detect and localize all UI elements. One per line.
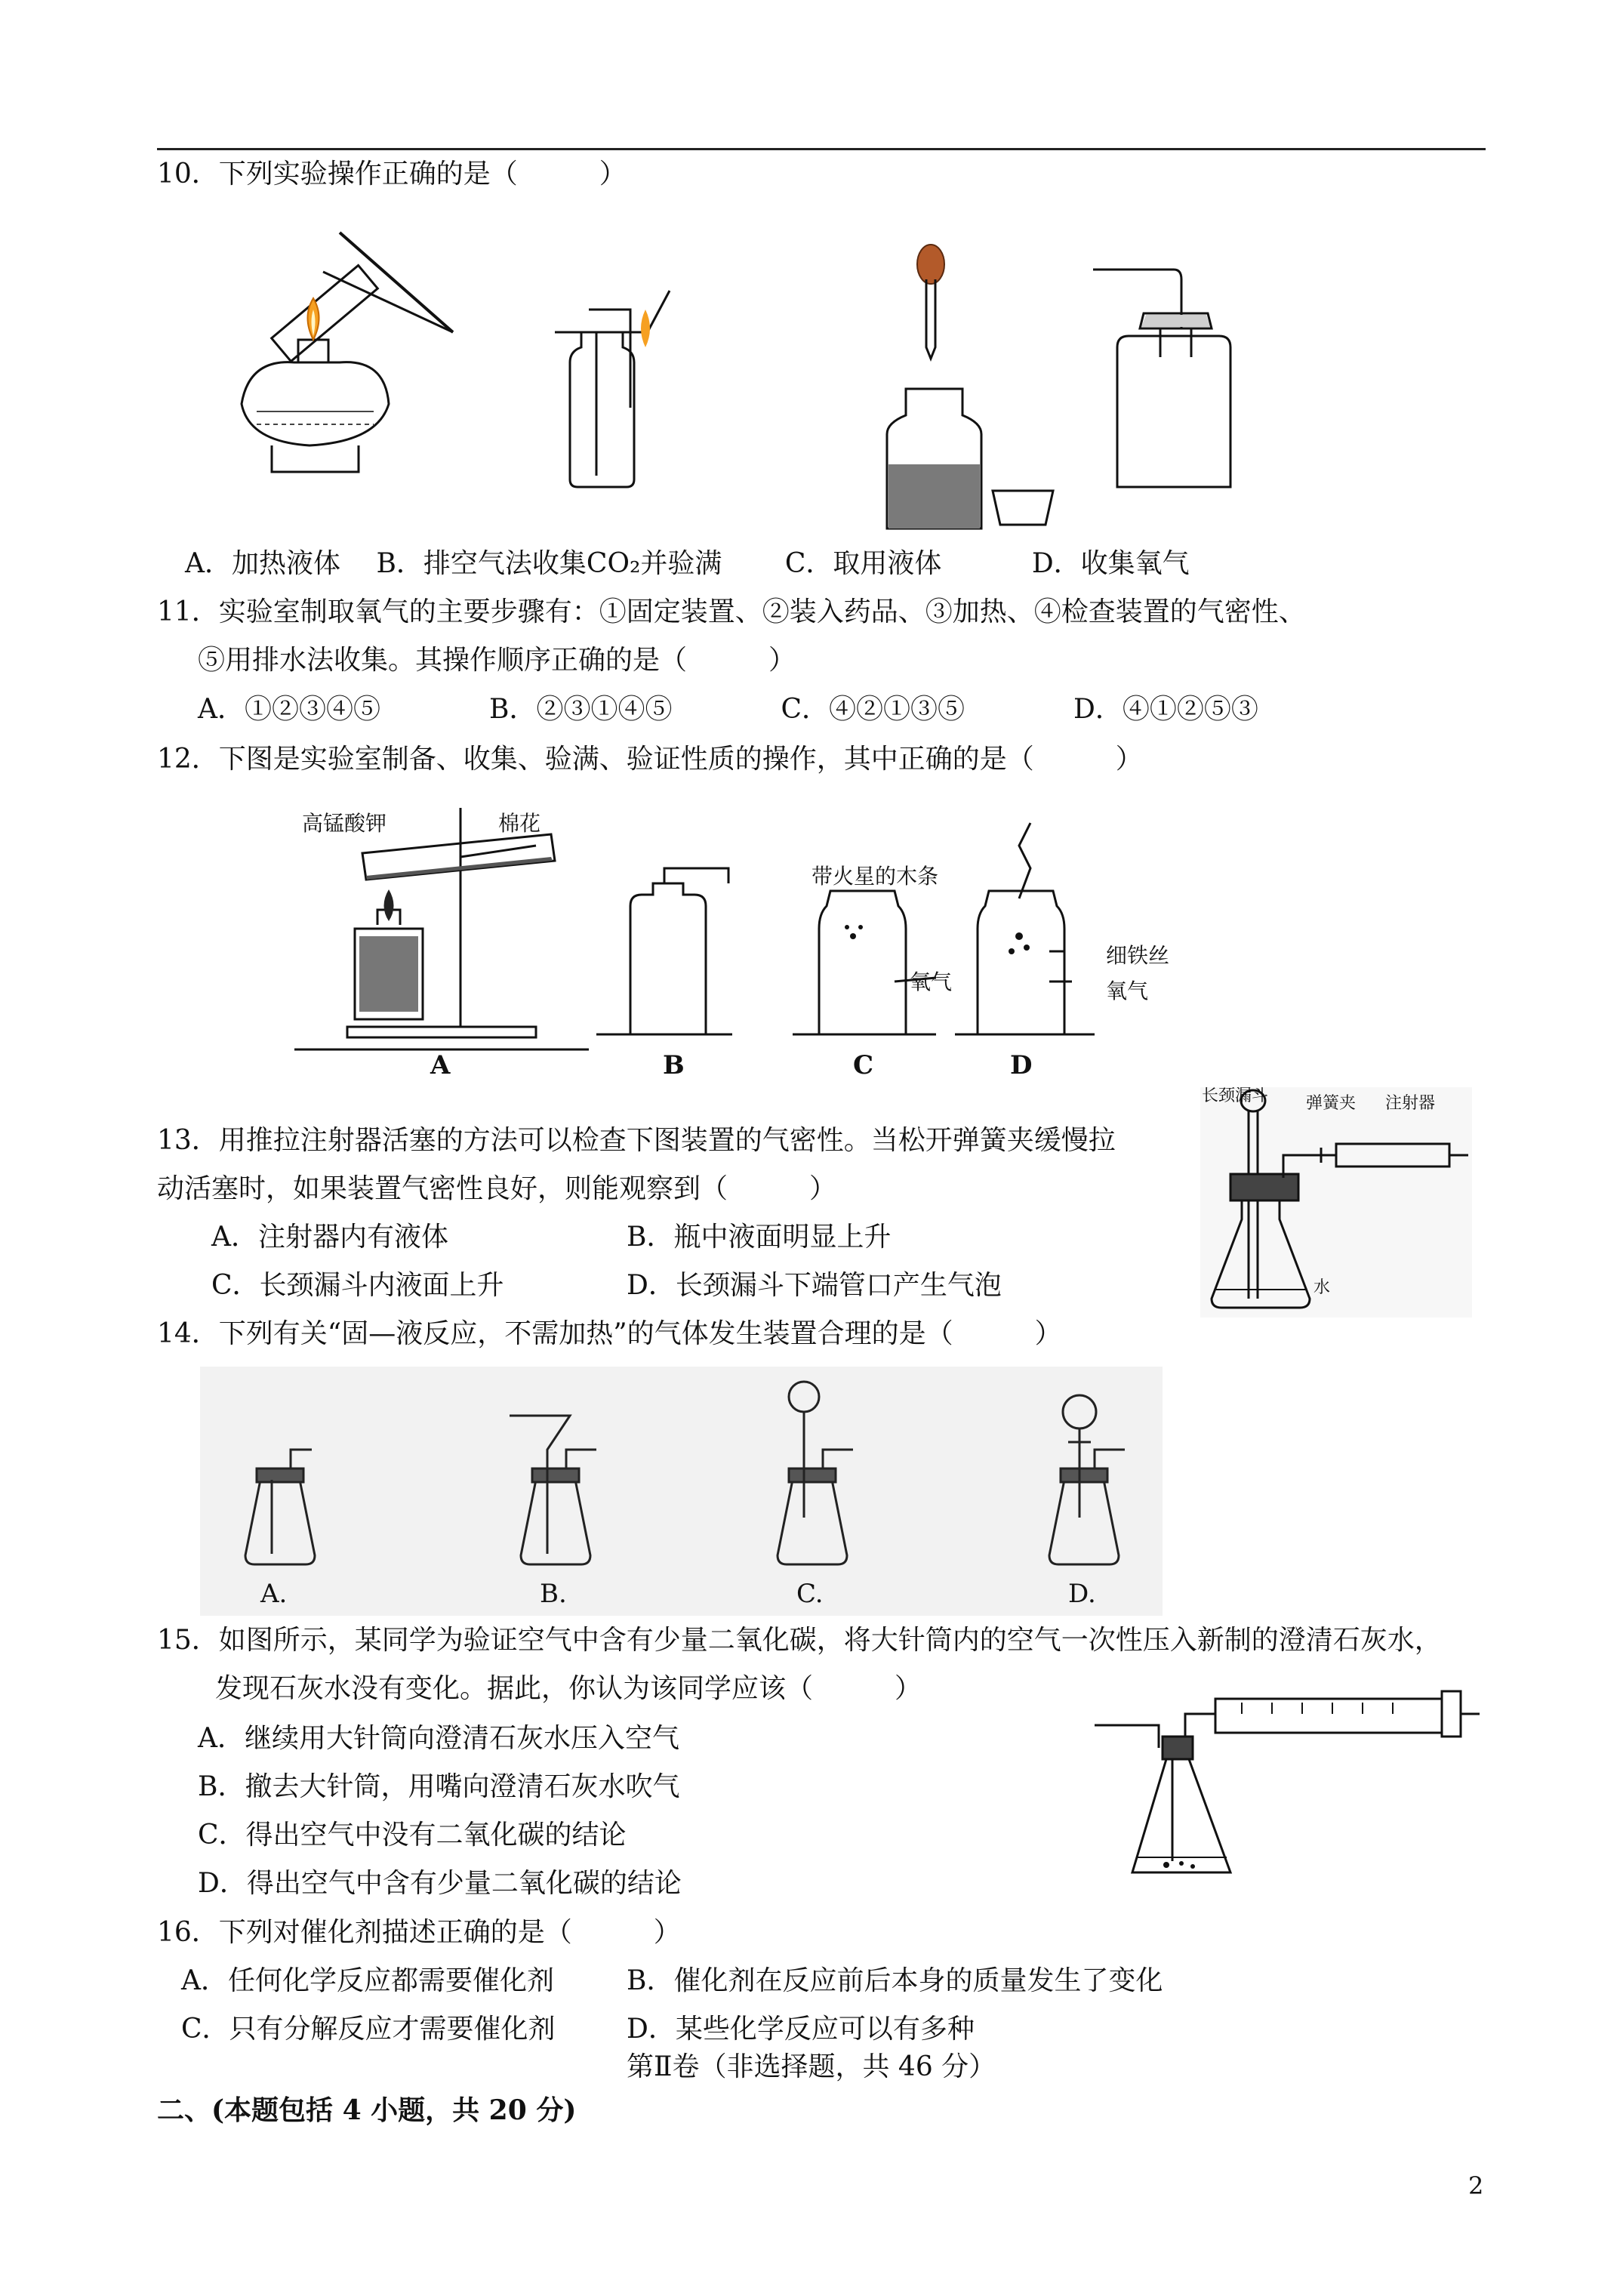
q13-label-syringe: 注射器 <box>1385 1094 1436 1113</box>
q16-option-b: B．催化剂在反应前后本身的质量发生了变化 <box>627 1965 1163 1996</box>
q11-stem-line2: ⑤用排水法收集。其操作顺序正确的是（ ） <box>198 645 796 676</box>
q13-option-d: D．长颈漏斗下端管口产生气泡 <box>627 1270 1002 1301</box>
q12-label-cotton: 棉花 <box>498 811 541 836</box>
q16-stem: 16．下列对催化剂描述正确的是（ ） <box>157 1917 681 1948</box>
q16-option-d: D．某些化学反应可以有多种 <box>627 2014 975 2045</box>
q13-label-funnel: 长颈漏斗 <box>1202 1087 1269 1105</box>
q12-stem: 12．下图是实验室制备、收集、验满、验证性质的操作，其中正确的是（ ） <box>157 744 1143 775</box>
q15-option-b: B．撤去大针筒，用嘴向澄清石灰水吹气 <box>198 1771 680 1802</box>
header-rule <box>157 148 1486 150</box>
q11-stem-line1: 11．实验室制取氧气的主要步骤有：①固定装置、②装入药品、③加热、④检查装置的气密性、 <box>157 596 1306 627</box>
q10-figure-d-oxygen-collection <box>1087 260 1261 491</box>
q13-option-b: B．瓶中液面明显上升 <box>627 1222 892 1253</box>
q13-stem-line2: 动活塞时，如果装置气密性良好，则能观察到（ ） <box>157 1173 837 1204</box>
q13-label-water: 水 <box>1313 1278 1331 1297</box>
q14-figure <box>200 1367 1163 1616</box>
q10-stem: 10．下列实验操作正确的是（ ） <box>157 159 627 190</box>
q15-option-c: C．得出空气中没有二氧化碳的结论 <box>198 1820 627 1851</box>
q15-option-d: D．得出空气中含有少量二氧化碳的结论 <box>198 1868 682 1899</box>
q15-stem-line1: 15．如图所示，某同学为验证空气中含有少量二氧化碳，将大针筒内的空气一次性压入新制的澄清石灰水， <box>157 1625 1442 1656</box>
q12-label-oxygen-c: 氧气 <box>910 969 953 994</box>
q11-options: A．①②③④⑤ B．②③①④⑤ C．④②①③⑤ D．④①②⑤③ <box>198 694 1258 725</box>
q13-label-clip: 弹簧夹 <box>1306 1094 1357 1113</box>
q14-stem: 14．下列有关“固—液反应，不需加热”的气体发生装置合理的是（ ） <box>157 1318 1062 1349</box>
q14-label-b: B. <box>540 1579 567 1609</box>
section-2-heading: 二、(本题包括 4 小题，共 20 分) <box>157 2094 577 2126</box>
q12-label-d: D <box>1010 1050 1033 1080</box>
q13-option-c: C．长颈漏斗内液面上升 <box>211 1270 504 1301</box>
q10-figure-a-heating-liquid <box>226 227 468 487</box>
q13-option-a: A．注射器内有液体 <box>211 1222 448 1253</box>
q16-option-c: C．只有分解反应才需要催化剂 <box>181 2014 556 2045</box>
q14-label-a: A. <box>260 1579 288 1609</box>
q12-label-splint: 带火星的木条 <box>812 864 939 889</box>
q14-label-c: C. <box>796 1579 824 1609</box>
q12-label-a: A <box>430 1050 451 1080</box>
page-number: 2 <box>1468 2171 1484 2200</box>
q12-label-iron-wire: 细铁丝 <box>1106 943 1170 968</box>
q13-figure <box>1200 1087 1472 1318</box>
q12-label-kmno4: 高锰酸钾 <box>302 811 387 836</box>
q12-label-b: B <box>663 1050 685 1080</box>
q13-stem-line1: 13．用推拉注射器活塞的方法可以检查下图装置的气密性。当松开弹簧夹缓慢拉 <box>157 1125 1116 1156</box>
q15-stem-line2: 发现石灰水没有变化。据此，你认为该同学应该（ ） <box>215 1673 922 1704</box>
part-ii-heading: 第Ⅱ卷（非选择题，共 46 分） <box>627 2051 996 2082</box>
q12-label-oxygen-d: 氧气 <box>1106 978 1149 1003</box>
q12-figure <box>294 800 1215 1080</box>
q12-label-c: C <box>853 1050 874 1080</box>
q15-option-a: A．继续用大针筒向澄清石灰水压入空气 <box>198 1723 679 1754</box>
q10-figure-b-co2-collection <box>540 287 676 491</box>
q15-figure <box>1091 1684 1483 1888</box>
q10-figure-c-taking-liquid <box>879 238 1095 536</box>
q10-options: A．加热液体 B．排空气法收集CO₂并验满 C．取用液体 D．收集氧气 <box>185 548 1190 579</box>
q14-label-d: D. <box>1068 1579 1096 1609</box>
q16-option-a: A．任何化学反应都需要催化剂 <box>181 1965 554 1996</box>
